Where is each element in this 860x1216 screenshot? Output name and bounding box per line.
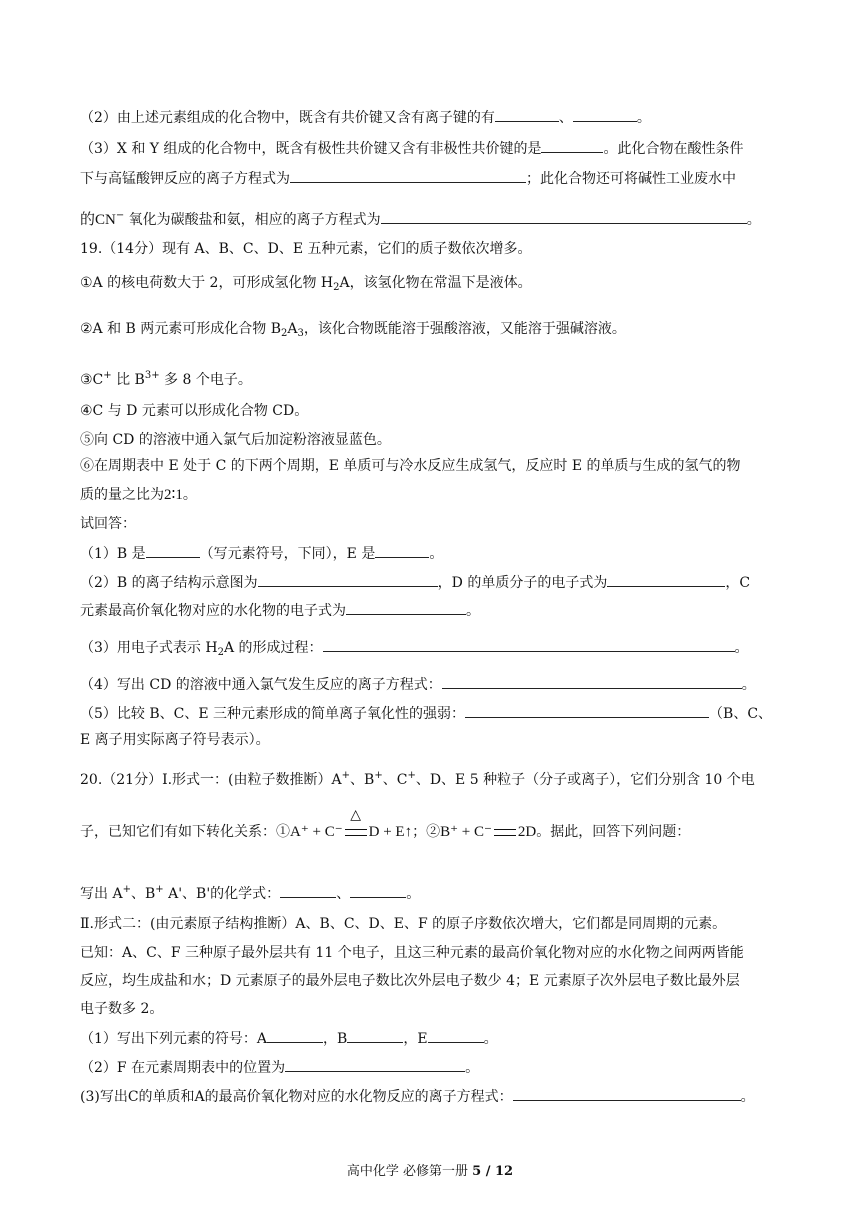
q19-clue1: ①A 的核电荷数大于 2，可形成氢化物 $H_2A$，该氢化物在常温下是液体。 [80,275,532,293]
q20-form2-line4: 电子数多 2。 [80,1001,164,1017]
q18-part2: （2）由上述元素组成的化合物中，既含有共价键又含有离子键的有 、 。 [80,106,800,128]
q20-sub1: （1）写出下列元素的符号：A ，B ，E 。 [80,1027,800,1049]
q18-part3: （3）X 和 Y 组成的化合物中，既含有极性共价键又含有非极性共价键的是 。此化合物在酸性条件 [80,137,800,159]
q19-ask: 试回答： [80,516,136,532]
answer-blank[interactable] [495,106,559,122]
answer-blank[interactable] [346,599,466,615]
answer-blank[interactable] [573,106,637,122]
answer-blank[interactable] [381,208,747,224]
answer-blank[interactable] [465,702,709,718]
answer-blank[interactable] [285,1056,465,1072]
q19-clue6-line2: 质的量之比为2∶1。 [80,487,197,503]
q19-clue5: ⑤向 CD 的溶液中通入氯气后加淀粉溶液显蓝色。 [80,432,391,448]
answer-blank[interactable] [146,542,200,558]
q19-sub5: （5）比较 B、C、E 三种元素形成的简单离子氧化性的强弱： （B、C、 [80,702,800,724]
q20-form2-line2: 已知：A、C、F 三种原子最外层共有 11 个电子，且这三种元素的最高价氧化物对应的水化物之间两两皆能 [80,945,744,961]
q19-title: 19.（14分）现有 A、B、C、D、E 五种元素，它们的质子数依次增多。 [80,241,532,257]
q20-form2-line3: 反应，均生成盐和水；D 元素原子的最外层电子数比次外层电子数少 4；E 元素原子次外层电子数比最外层 [80,973,740,989]
q19-clue2: ②A 和 B 两元素可形成化合物 $B_2A_3$，该化合物既能溶于强酸溶液，又能溶于强碱溶液。 [80,321,626,339]
q20-reactions: 子，已知它们有如下转化关系：①A⁺ + C⁻ △ D + E↑；②B⁺ + C⁻ 2D。据此，回答下列问题： [80,807,691,840]
q19-sub4: （4）写出 CD 的溶液中通入氯气发生反应的离子方程式： 。 [80,673,800,695]
answer-blank[interactable] [442,673,742,689]
heat-condition: △ [343,822,369,842]
answer-blank[interactable] [607,571,725,587]
q20-form2: Ⅱ.形式二：(由元素原子结构推断）A、B、C、D、E、F 的原子序数依次增大，它们都是同周期的元素。 [80,916,727,932]
answer-blank[interactable] [267,1027,323,1043]
answer-blank[interactable] [541,137,603,153]
q20-write-formulas: 写出 A+、B+ A'、B'的化学式： 、 。 [80,884,421,902]
answer-blank[interactable] [280,882,336,898]
q19-clue3: ③C+ 比 $B^{3+}$ 多 8 个电子。 [80,370,252,388]
q19-sub2-line2: 元素最高价氧化物对应的水化物的电子式为 。 [80,599,800,621]
answer-blank[interactable] [350,882,406,898]
reaction-equals-sign [494,829,516,836]
answer-blank[interactable] [323,636,735,652]
page-footer: 高中化学 必修第一册 5 / 12 [346,1164,514,1179]
q19-sub3: （3）用电子式表示 $H_2A$ 的形成过程： 。 [80,636,800,663]
q19-sub5-line2: E 离子用实际离子符号表示）。 [80,732,270,748]
q18-part3-line3: 的CN− 氧化为碳酸盐和氨，相应的离子方程式为 。 [80,210,761,228]
answer-blank[interactable] [258,571,438,587]
reaction-equals-sign [345,829,367,836]
q20-sub3: (3)写出C的单质和A的最高价氧化物对应的水化物反应的离子方程式： 。 [80,1085,800,1107]
q18-part3-line2: 下与高锰酸钾反应的离子方程式为 ；此化合物还可将碱性工业废水中 [80,167,800,189]
answer-blank[interactable] [347,1027,403,1043]
page-number: 5 / 12 [472,1164,514,1179]
q20-title: 20.（21分）I.形式一：(由粒子数推断）A+、B+、C+、D、E 5 种粒子（分子或离子），它们分别含 10 个电 [80,770,755,788]
answer-blank[interactable] [513,1085,741,1101]
q20-sub2: （2）F 在元素周期表中的位置为 。 [80,1056,800,1078]
answer-blank[interactable] [290,167,526,183]
q19-sub1: （1）B 是 （写元素符号，下同），E 是 。 [80,542,800,564]
q19-sub2: （2）B 的离子结构示意图为 ，D 的单质分子的电子式为 ，C [80,571,800,593]
q19-clue6: ⑥在周期表中 E 处于 C 的下两个周期，E 单质可与冷水反应生成氢气，反应时 E 的单质与生成的氢气的物 [80,458,741,474]
answer-blank[interactable] [375,542,429,558]
answer-blank[interactable] [428,1027,484,1043]
q19-clue4: ④C 与 D 元素可以形成化合物 CD。 [80,403,309,419]
